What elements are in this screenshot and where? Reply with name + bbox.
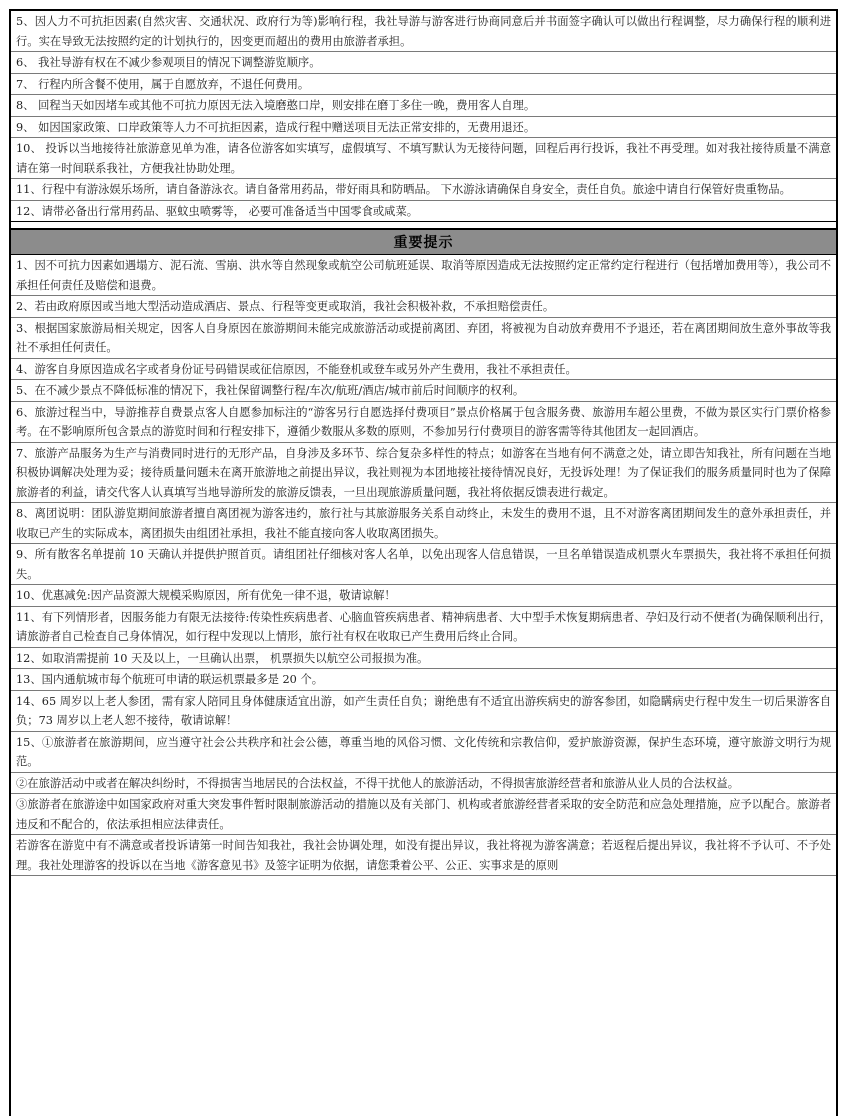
top-notes-list <box>11 11 836 222</box>
list-item: 若游客在游览中有不满意或者投诉请第一时间告知我社，我社会协调处理，如没有提出异议，我社将视为游客满意；若返程后提出异议，我社将不予认可、不予处理。我社处理游客的投诉以在当地《游客意见书》及签字证明为依据，请您秉着公平、公正、实事求是的原则 <box>11 835 836 876</box>
list-item: 6、旅游过程当中，导游推荐自费景点客人自愿参加标注的“游客另行自愿选择付费项目”景点价格属于包含服务费、旅游用车超公里费，不做为景区实行门票价格参考。在不影响原所包含景点的游览时间和行程安排下，遵循少数服从多数的原则，不参加另行付费项目的游客需等待其他团友一起回酒店。 <box>11 402 836 443</box>
list-item: 8、 回程当天如因堵车或其他不可抗力原因无法入境磨憨口岸，则安排在磨丁多住一晚，费用客人自理。 <box>11 95 836 117</box>
list-item: 13、国内通航城市每个航班可申请的联运机票最多是 20 个。 <box>11 669 836 691</box>
list-item: 15、①旅游者在旅游期间，应当遵守社会公共秩序和社会公德，尊重当地的风俗习惯、文化传统和宗教信仰，爱护旅游资源，保护生态环境，遵守旅游文明行为规范。 <box>11 732 836 773</box>
section-title: 重要提示 <box>393 235 454 251</box>
list-item: 1、因不可抗力因素如遇塌方、泥石流、雪崩、洪水等自然现象或航空公司航班延误、取消等原因造成无法按照约定正常约定行程进行（包括增加费用等），我公司不承担任何责任及赔偿和退费。 <box>11 255 836 296</box>
list-item: 12、请带必备出行常用药品、驱蚊虫喷雾等， 必要可准备适当中国零食或咸菜。 <box>11 201 836 223</box>
list-item: 11、行程中有游泳娱乐场所，请自备游泳衣。请自备常用药品，带好雨具和防晒品。 下水游泳请确保自身安全，责任自负。旅途中请自行保管好贵重物品。 <box>11 179 836 201</box>
list-item: ③旅游者在旅游途中如国家政府对重大突发事件暂时限制旅游活动的措施以及有关部门、机构或者旅游经营者采取的安全防范和应急处理措施，应予以配合。旅游者违反和不配合的，依法承担相应法律责任。 <box>11 794 836 835</box>
list-item: 6、 我社导游有权在不减少参观项目的情况下调整游览顺序。 <box>11 52 836 74</box>
list-item: 14、65 周岁以上老人参团，需有家人陪同且身体健康适宜出游，如产生责任自负；谢绝患有不适宜出游疾病史的游客参团，如隐瞒病史行程中发生一切后果游客自负；73 周岁以上老人恕不接待，敬请谅解！ <box>11 691 836 732</box>
list-item: 5、因人力不可抗拒因素(自然灾害、交通状况、政府行为等)影响行程，我社导游与游客进行协商同意后并书面签字确认可以做出行程调整，尽力确保行程的顺利进行。实在导致无法按照约定的计划执行的，因变更而超出的费用由旅游者承担。 <box>11 11 836 52</box>
itinerary-notes-sheet <box>9 9 838 1116</box>
list-item: 3、根据国家旅游局相关规定，因客人自身原因在旅游期间未能完成旅游活动或提前离团、弃团，将被视为自动放弃费用不予退还，若在离团期间放生意外事故等我社不承担任何责任。 <box>11 318 836 359</box>
list-item: 7、旅游产品服务为生产与消费同时进行的无形产品，自身涉及多环节、综合复杂多样性的特点；如游客在当地有何不满意之处，请立即告知我社，所有问题在当地积极协调解决处理为妥；接待质量问题未在离开旅游地之前提出异议，我社则视为本团地接社接待情况良好，无投诉处理！为了保证我们的服务质量同时也为了保障旅游者的利益，请交代客人认真填写当地导游所发的旅游反馈表，一旦出现旅游质量问题，我社将依据反馈表进行裁定。 <box>11 443 836 504</box>
list-item: 5、在不减少景点不降低标准的情况下，我社保留调整行程/车次/航班/酒店/城市前后时间顺序的权利。 <box>11 380 836 402</box>
list-item: 4、游客自身原因造成名字或者身份证号码错误或征信原因，不能登机或登车或另外产生费用，我社不承担责任。 <box>11 359 836 381</box>
section-divider <box>11 222 836 229</box>
list-item: ②在旅游活动中或者在解决纠纷时，不得损害当地居民的合法权益，不得干扰他人的旅游活动，不得损害旅游经营者和旅游从业人员的合法权益。 <box>11 773 836 795</box>
list-item: 7、 行程内所含餐不使用，属于自愿放弃，不退任何费用。 <box>11 74 836 96</box>
list-item: 8、离团说明：团队游览期间旅游者擅自离团视为游客违约，旅行社与其旅游服务关系自动终止，未发生的费用不退，且不对游客离团期间发生的意外承担责任，并收取已产生的实际成本，离团损失由组团社承担，我社不能直接向客人收取离团损失。 <box>11 503 836 544</box>
list-item: 10、 投诉以当地接待社旅游意见单为准，请各位游客如实填写，虚假填写、不填写默认为无接待问题，回程后再行投诉，我社不再受理。如对我社接待质量不满意请在第一时间联系我社，方便我社协助处理。 <box>11 138 836 179</box>
list-item: 2、若由政府原因或当地大型活动造成酒店、景点、行程等变更或取消，我社会积极补救，不承担赔偿责任。 <box>11 296 836 318</box>
important-notice-header <box>11 229 836 255</box>
list-item: 12、如取消需提前 10 天及以上，一旦确认出票， 机票损失以航空公司报损为准。 <box>11 648 836 670</box>
list-item: 9、 如因国家政策、口岸政策等人力不可抗拒因素，造成行程中赠送项目无法正常安排的，无费用退还。 <box>11 117 836 139</box>
list-item: 11、有下列情形者，因服务能力有限无法接待:传染性疾病患者、心脑血管疾病患者、精神病患者、大中型手术恢复期病患者、孕妇及行动不便者(为确保顺利出行，请旅游者自己检查自己身体情况，如行程中发现以上情形，旅行社有权在收取已产生费用后终止合同。 <box>11 607 836 648</box>
important-notes-list <box>11 255 836 876</box>
list-item: 9、所有散客名单提前 10 天确认并提供护照首页。请组团社仔细核对客人名单，以免出现客人信息错误，一旦名单错误造成机票火车票损失，我社将不承担任何损失。 <box>11 544 836 585</box>
list-item: 10、优惠减免:因产品资源大规模采购原因，所有优免一律不退，敬请谅解！ <box>11 585 836 607</box>
